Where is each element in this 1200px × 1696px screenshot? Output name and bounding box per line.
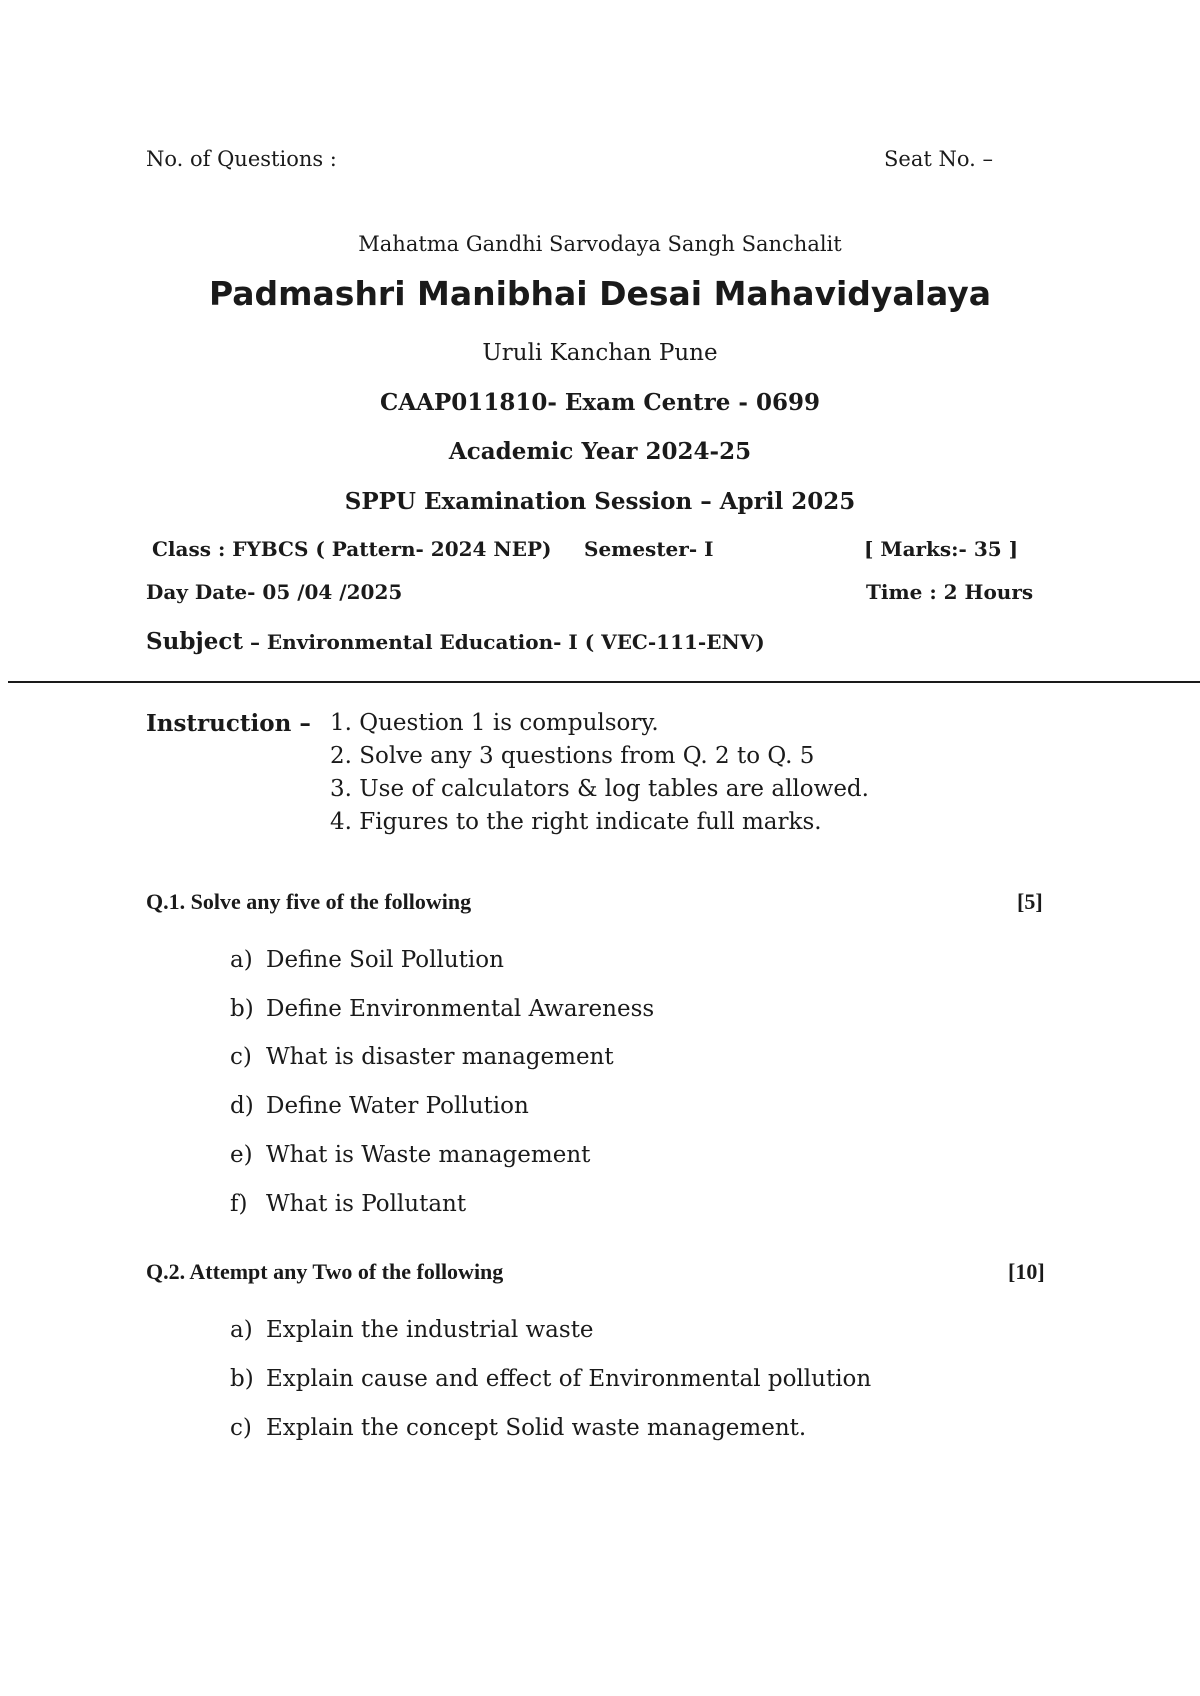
question-2-title: Q.2. Attempt any Two of the following: [146, 1259, 504, 1284]
semester-info: Semester- I: [584, 537, 714, 561]
instruction-label: Instruction –: [146, 710, 311, 737]
question-2-marks: [10]: [1008, 1259, 1045, 1284]
item-letter: b): [230, 1366, 254, 1392]
question-1-item-a: [230, 947, 504, 973]
subject-label: Subject: [146, 628, 243, 655]
seat-no-label: Seat No. –: [884, 147, 993, 171]
question-2-item-b: [230, 1366, 871, 1392]
exam-time: Time : 2 Hours: [866, 580, 1034, 604]
instruction-item: 1. Question 1 is compulsory.: [330, 710, 659, 736]
question-1-item-c: [230, 1044, 614, 1070]
item-letter: c): [230, 1044, 252, 1070]
item-text: Explain the industrial waste: [266, 1317, 594, 1343]
instruction-item: 4. Figures to the right indicate full marks.: [330, 809, 822, 835]
academic-year: Academic Year 2024-25: [448, 438, 752, 465]
instruction-item: 3. Use of calculators & log tables are allowed.: [330, 776, 869, 802]
question-1-item-d: [230, 1093, 529, 1119]
item-text: Explain the concept Solid waste management.: [266, 1415, 807, 1441]
exam-session: SPPU Examination Session – April 2025: [344, 488, 856, 515]
instruction-item: 2. Solve any 3 questions from Q. 2 to Q. 5: [330, 743, 815, 769]
item-letter: e): [230, 1142, 253, 1168]
question-1-item-f: [230, 1191, 466, 1217]
college-title: Padmashri Manibhai Desai Mahavidyalaya: [208, 274, 992, 313]
item-letter: f): [230, 1191, 248, 1217]
item-text: What is Waste management: [266, 1142, 591, 1168]
item-letter: d): [230, 1093, 254, 1119]
class-info: Class : FYBCS ( Pattern- 2024 NEP): [152, 537, 552, 561]
question-2-item-c: [230, 1415, 806, 1441]
subject-line: [146, 628, 765, 655]
question-1-marks: [5]: [1017, 889, 1043, 914]
exam-date: Day Date- 05 /04 /2025: [146, 580, 403, 604]
question-1-item-e: [230, 1142, 590, 1168]
item-letter: b): [230, 996, 254, 1022]
item-text: What is disaster management: [266, 1044, 614, 1070]
item-text: Define Water Pollution: [266, 1093, 529, 1119]
header-divider: [8, 681, 1200, 683]
question-1-title: Q.1. Solve any five of the following: [146, 889, 472, 914]
question-2-item-a: [230, 1317, 594, 1343]
item-letter: c): [230, 1415, 252, 1441]
subject-value: – Environmental Education- I ( VEC-111-ENV): [249, 630, 765, 654]
sangh-line: Mahatma Gandhi Sarvodaya Sangh Sanchalit: [358, 232, 842, 256]
exam-centre: CAAP011810- Exam Centre - 0699: [380, 389, 820, 416]
item-text: Explain cause and effect of Environmental pollution: [266, 1366, 872, 1392]
item-text: Define Environmental Awareness: [266, 996, 655, 1022]
total-marks: [ Marks:- 35 ]: [864, 537, 1019, 561]
item-letter: a): [230, 1317, 253, 1343]
item-text: What is Pollutant: [266, 1191, 467, 1217]
question-1-item-b: [230, 996, 654, 1022]
college-location: Uruli Kanchan Pune: [482, 340, 718, 366]
no-of-questions-label: No. of Questions :: [146, 147, 337, 171]
item-text: Define Soil Pollution: [266, 947, 504, 973]
item-letter: a): [230, 947, 253, 973]
